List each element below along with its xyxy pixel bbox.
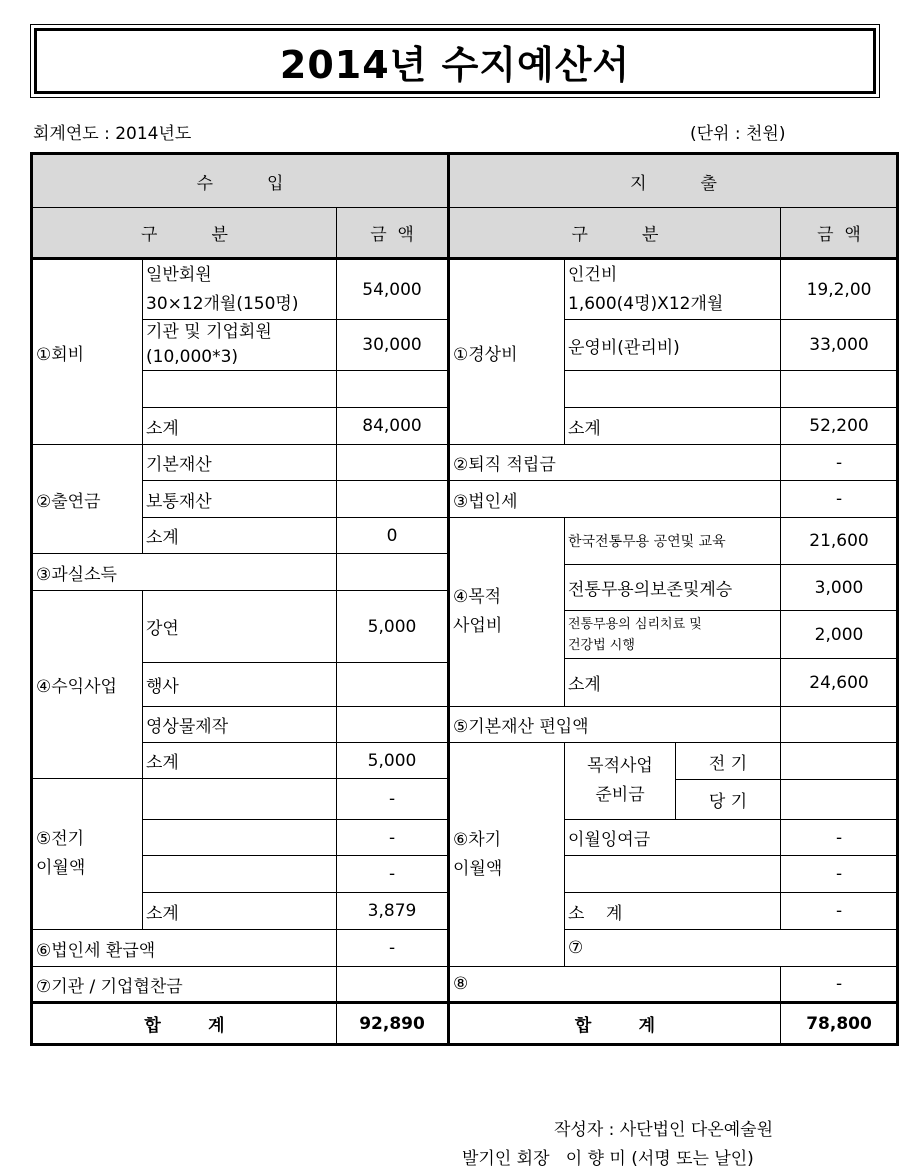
expense-blank-cell	[565, 371, 781, 408]
income-business-subtotal-amount: 5,000	[337, 743, 449, 779]
page-title: 2014년 수지예산서	[34, 28, 876, 94]
income-contrib-subtotal-amount: 0	[337, 518, 449, 554]
income-lecture: 강연	[143, 591, 337, 663]
expense-item-8: ⑧	[449, 967, 781, 1003]
footer-author: 작성자 : 사단법인 다온예술원	[554, 1120, 774, 1140]
income-table	[30, 152, 450, 1046]
expense-operating: 운영비(관리비)	[565, 320, 781, 371]
income-business-subtotal-label: 소계	[143, 743, 337, 779]
expense-header: 지 출	[449, 154, 898, 208]
income-basic-assets: 기본재산	[143, 445, 337, 481]
expense-surplus: 이월잉여금	[565, 820, 781, 856]
expense-basic-assets-transfer-amount	[781, 707, 898, 743]
expense-amount-header: 금 액	[781, 208, 898, 259]
expense-surplus-amount: -	[781, 820, 898, 856]
expense-therapy-amount: 2,000	[781, 611, 898, 659]
expense-reserve-curr: 당 기	[676, 780, 781, 820]
expense-carryover-subtotal-label: 소 계	[565, 893, 781, 930]
unit-label: (단위 : 천원)	[690, 124, 786, 144]
fiscal-year: 회계연도 : 2014년도	[33, 124, 192, 144]
income-general-members-amount: 54,000	[337, 259, 449, 320]
expense-item-7: ⑦	[565, 930, 898, 967]
income-tax-refund: ⑥법인세 환급액	[32, 930, 337, 967]
income-carryover-blank-3	[143, 856, 337, 893]
title-box	[30, 24, 880, 98]
expense-purpose-subtotal-amount: 24,600	[781, 659, 898, 707]
income-carryover-amount-2: -	[337, 820, 449, 856]
income-group-carryover: ⑤전기 이월액	[32, 779, 143, 930]
expense-personnel: 인건비 1,600(4명)X12개월	[565, 259, 781, 320]
income-carryover-blank-2	[143, 820, 337, 856]
income-ordinary-assets: 보통재산	[143, 481, 337, 518]
footer-issuer: 발기인 회장 이 향 미 (서명 또는 날인)	[462, 1149, 754, 1169]
expense-therapy: 전통무용의 심리치료 및 건강법 시행	[565, 611, 781, 659]
income-fruit-income: ③과실소득	[32, 554, 337, 591]
income-corporate-members-amount: 30,000	[337, 320, 449, 371]
income-video-production-amount	[337, 707, 449, 743]
income-sponsorship-amount	[337, 967, 449, 1003]
expense-ordinary-subtotal-label: 소계	[565, 408, 781, 445]
income-amount-header: 금 액	[337, 208, 449, 259]
income-blank-cell	[143, 371, 337, 408]
income-carryover-amount-1: -	[337, 779, 449, 820]
income-general-members: 일반회원 30×12개월(150명)	[143, 259, 337, 320]
expense-ordinary-subtotal-amount: 52,200	[781, 408, 898, 445]
expense-basic-assets-transfer: ⑤기본재산 편입액	[449, 707, 781, 743]
income-sponsorship: ⑦기관 / 기업협찬금	[32, 967, 337, 1003]
income-video-production: 영상물제작	[143, 707, 337, 743]
income-fees-subtotal-label: 소계	[143, 408, 337, 445]
income-total-amount: 92,890	[337, 1003, 449, 1045]
expense-category-header: 구 분	[449, 208, 781, 259]
income-corporate-members: 기관 및 기업회원 (10,000*3)	[143, 320, 337, 371]
expense-operating-amount: 33,000	[781, 320, 898, 371]
income-carryover-amount-3: -	[337, 856, 449, 893]
expense-performance-education: 한국전통무용 공연및 교육	[565, 518, 781, 565]
expense-item-8-amount: -	[781, 967, 898, 1003]
expense-corporate-tax-amount: -	[781, 481, 898, 518]
income-header: 수 입	[32, 154, 449, 208]
expense-table	[447, 152, 899, 1046]
expense-group-purpose: ④목적 사업비	[449, 518, 565, 707]
income-carryover-subtotal-amount: 3,879	[337, 893, 449, 930]
income-category-header: 구 분	[32, 208, 337, 259]
expense-total-amount: 78,800	[781, 1003, 898, 1045]
income-fees-subtotal-amount: 84,000	[337, 408, 449, 445]
income-group-business: ④수익사업	[32, 591, 143, 779]
expense-reserve-prev: 전 기	[676, 743, 781, 780]
income-tax-refund-amount: -	[337, 930, 449, 967]
expense-severance-amount: -	[781, 445, 898, 481]
income-event-amount	[337, 663, 449, 707]
income-carryover-subtotal-label: 소계	[143, 893, 337, 930]
expense-preservation-amount: 3,000	[781, 565, 898, 611]
expense-performance-education-amount: 21,600	[781, 518, 898, 565]
income-contrib-subtotal-label: 소계	[143, 518, 337, 554]
income-lecture-amount: 5,000	[337, 591, 449, 663]
income-blank-amount	[337, 371, 449, 408]
expense-total-label: 합 계	[449, 1003, 781, 1045]
income-group-fees: ①회비	[32, 259, 143, 445]
expense-carryover-subtotal-amount: -	[781, 893, 898, 930]
expense-group-next-carryover: ⑥차기 이월액	[449, 743, 565, 967]
expense-corporate-tax: ③법인세	[449, 481, 781, 518]
income-total-label: 합 계	[32, 1003, 337, 1045]
expense-carryover-blank	[565, 856, 781, 893]
income-event: 행사	[143, 663, 337, 707]
income-fruit-income-amount	[337, 554, 449, 591]
expense-personnel-amount: 19,2,00	[781, 259, 898, 320]
income-group-contributions: ②출연금	[32, 445, 143, 554]
expense-group-ordinary: ①경상비	[449, 259, 565, 445]
expense-reserve-prev-amount	[781, 743, 898, 780]
expense-blank-amount	[781, 371, 898, 408]
expense-reserve-curr-amount	[781, 780, 898, 820]
expense-reserve: 목적사업 준비금	[565, 743, 676, 820]
expense-purpose-subtotal-label: 소계	[565, 659, 781, 707]
income-ordinary-assets-amount	[337, 481, 449, 518]
expense-carryover-blank-amount: -	[781, 856, 898, 893]
income-carryover-blank-1	[143, 779, 337, 820]
income-basic-assets-amount	[337, 445, 449, 481]
expense-severance: ②퇴직 적립금	[449, 445, 781, 481]
expense-preservation: 전통무용의보존및계승	[565, 565, 781, 611]
